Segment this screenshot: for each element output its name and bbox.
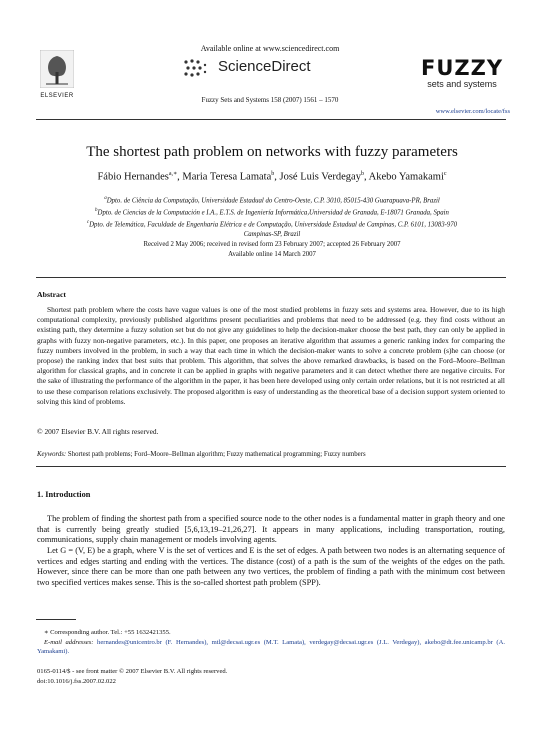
author-sup: a,∗ (168, 171, 178, 177)
fuzzy-sets-systems-logo (419, 57, 505, 97)
keywords-line (37, 450, 505, 459)
elsevier-logo (40, 50, 74, 99)
intro-heading: 1. Introduction (37, 490, 91, 499)
author-name: Fábio Hernandes (97, 171, 169, 183)
keywords-text: Shortest path problems; Ford–Moore–Bellman algorithm; Fuzzy mathematical programming; Fuzzy numbers (67, 451, 366, 458)
affiliations (30, 194, 514, 240)
email-addresses (37, 638, 505, 657)
fuzzy-logo-title: FUZZY (420, 56, 504, 80)
header-rule (36, 119, 506, 120)
affiliation-a: $^a$Dpto. de Ciência da Computação, Universidade Estadual do Centro-Oeste, C.P. 3010, 85015-430 Guarapuava-PR, Brazil (104, 196, 440, 205)
sciencedirect-dots-icon (182, 58, 210, 80)
keywords-label: Keywords: (37, 451, 67, 458)
intro-paragraph-1: The problem of finding the shortest path from a specified source node to the other nodes is a fundamental matter in graph theory and one that is currently being greatly studied [5,6,13,19–21,26,27]. It appears in many applications, including transportation, routing, communications, supply chain management or models involving agents. (37, 514, 505, 545)
author-name: Maria Teresa Lamata (182, 171, 272, 183)
abstract-top-rule (36, 277, 506, 278)
affiliation-c: $^c$Dpto. de Telemática, Faculdade de Engenharia Elétrica e de Computação, Universidade Estadual de Campinas, C.P. 6101, 13083-970 (86, 219, 458, 229)
footnote-rule (36, 619, 76, 620)
author-sup: b (360, 171, 364, 177)
available-online-text: Available online at www.sciencedirect.com (200, 44, 340, 53)
issn-line: 0165-0114/$ - see front matter © 2007 Elsevier B.V. All rights reserved. (37, 668, 228, 675)
email-label: E-mail addresses: (44, 639, 94, 646)
doi-line[interactable]: doi:10.1016/j.fss.2007.02.022 (37, 678, 116, 685)
abstract-heading: Abstract (37, 290, 67, 299)
author-name: José Luis Verdegay (279, 171, 361, 183)
abstract-bottom-rule (36, 466, 506, 467)
paper-title: The shortest path problem on networks with fuzzy parameters (86, 144, 458, 160)
received-dates: Received 2 May 2006; received in revised form 23 February 2007; accepted 26 February 2007 (143, 241, 401, 248)
author-list: Fábio Hernandes$^{a,∗}$, Maria Teresa Lamata$^b$, José Luis Verdegay$^b$, Akebo Yamakami$^c$ (97, 171, 447, 183)
journal-url-link[interactable]: www.elsevier.com/locate/fss (435, 108, 510, 115)
intro-paragraph-2: Let G = (V, E) be a graph, where V is the set of vertices and E is the set of edges. A path between two nodes is an alternating sequence of vertices and edges starting and ending with the vertices. The distance (cost) of a path is the sum of the weights of the edges on the path. However, since there can be more than one path between any two vertices, the problem of finding a path with the minimum cost between two specified vertices makes sense. This is the so-called shortest path problem (SPP). (37, 546, 505, 587)
elsevier-wordmark: ELSEVIER (40, 93, 74, 99)
abstract-text: Shortest path problem where the costs have vague values is one of the most studied problems in fuzzy sets and systems area. However, due to its high computational complexity, previously published algorithms present peculiarities and problems that need to be addressed (e.g. they find costs without an existing path, they determine a fuzzy solution set but do not give any guidelines to help the decision-maker choose the best path, they can only be applied in graphs with fuzzy non-negative parameters, etc.). In this paper, one proposes an iterative algorithm that assumes a generic ranking index for comparing the fuzzy numbers involved in the problem, in such a way that each time in which the decision-maker wants to solve a concrete problem (s)he can choose (or propose) the ranking index that best suits that problem. This algorithm, that solves the above remarked drawbacks, is based on the Ford–Moore–Bellman algorithm for classical graphs, and in concrete it can be applied in graphs with negative parameters and it can detect whether there are negative circuits. For the sake of illustrating the performance of the algorithm in the paper, it has been here developed using only certain order relations, but it is not restricted at all to use these comparison relations exclusively. The proposed algorithm is easy of understanding as the theoretical base of a decision support system oriented to solving this kind of problems. (37, 305, 505, 406)
elsevier-tree-icon (40, 50, 74, 88)
author-sup: c (443, 171, 447, 177)
corresponding-author-note: ∗ Corresponding author. Tel.: +55 1632421355. (44, 629, 171, 636)
author-sup: b (271, 171, 275, 177)
abstract-copyright: © 2007 Elsevier B.V. All rights reserved. (37, 427, 159, 436)
fuzzy-logo-subtitle: sets and systems (427, 79, 497, 89)
affiliation-c-cont: Campinas-SP, Brazil (243, 230, 301, 238)
author-name: Akebo Yamakami (368, 171, 444, 183)
sciencedirect-wordmark: ScienceDirect (218, 58, 311, 75)
available-online-date: Available online 14 March 2007 (228, 251, 316, 258)
email-list[interactable]: hernandes@unicentro.br (F. Hernandes), mtl@decsai.ugr.es (M.T. Lamata), verdegay@decsai.ugr.es (J.L. Verdegay), akebo@dt.fee.unicamp.br (A. Yamakami). (37, 639, 505, 656)
journal-reference: Fuzzy Sets and Systems 158 (2007) 1561 – 1570 (201, 96, 339, 104)
affiliation-b: $^b$Dpto. de Ciencias de la Computación e I.A., E.T.S. de Ingeniería Informática,Universidad de Granada, E-18071 Granada, Spain (95, 207, 449, 217)
